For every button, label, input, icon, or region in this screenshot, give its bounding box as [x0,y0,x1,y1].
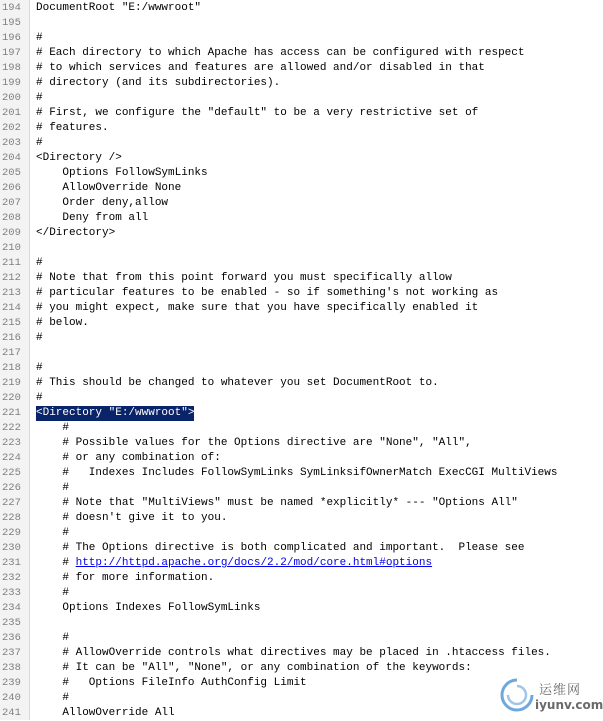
code-text[interactable]: Deny from all [36,212,149,224]
code-line[interactable] [0,271,595,286]
code-text[interactable]: # [36,527,70,539]
documentation-link[interactable]: http://httpd.apache.org/docs/2.2/mod/core.html#options [75,557,433,569]
code-line[interactable] [0,316,595,331]
code-text[interactable]: # Indexes Includes FollowSymLinks SymLinksifOwnerMatch ExecCGI MultiViews [36,467,558,479]
line-number: 217 [2,347,21,359]
code-line[interactable] [0,481,595,496]
line-number: 204 [2,152,21,164]
code-text[interactable]: # or any combination of: [36,452,221,464]
code-text[interactable] [36,556,432,571]
code-text[interactable]: # [36,32,43,44]
code-text[interactable]: # Each directory to which Apache has access can be configured with respect [36,47,525,59]
line-number: 237 [2,647,21,659]
code-line[interactable] [0,541,595,556]
code-text[interactable]: # Options FileInfo AuthConfig Limit [36,677,307,689]
code-line[interactable] [0,616,595,631]
code-line[interactable] [0,376,595,391]
code-text[interactable]: # [36,92,43,104]
line-number: 205 [2,167,21,179]
line-number: 223 [2,437,21,449]
code-text[interactable]: Options FollowSymLinks [36,167,208,179]
code-line[interactable] [0,421,595,436]
line-number: 203 [2,137,21,149]
line-number: 212 [2,272,21,284]
code-text[interactable]: AllowOverride None [36,182,182,194]
code-line[interactable] [0,91,595,106]
code-text[interactable]: # [36,692,70,704]
code-text[interactable]: # [36,257,43,269]
code-line[interactable] [0,61,595,76]
line-number: 239 [2,677,21,689]
code-line[interactable] [0,406,595,421]
code-text[interactable]: # [36,392,43,404]
line-number: 236 [2,632,21,644]
line-number: 233 [2,587,21,599]
code-text[interactable]: # to which services and features are allowed and/or disabled in that [36,62,485,74]
code-text[interactable]: AllowOverride All [36,707,175,719]
code-text[interactable]: # [36,632,70,644]
code-text[interactable]: # particular features to be enabled - so if something's not working as [36,287,499,299]
code-text[interactable]: </Directory> [36,227,116,239]
line-number: 228 [2,512,21,524]
code-text[interactable]: # you might expect, make sure that you have specifically enabled it [36,302,479,314]
line-number: 214 [2,302,21,314]
line-number: 194 [2,2,21,14]
code-line[interactable] [0,391,595,406]
line-number: 225 [2,467,21,479]
code-line[interactable] [0,631,595,646]
code-line[interactable] [0,451,595,466]
line-number: 202 [2,122,21,134]
code-text[interactable]: # doesn't give it to you. [36,512,228,524]
code-line[interactable] [0,121,595,136]
line-number: 219 [2,377,21,389]
line-number: 218 [2,362,21,374]
code-text[interactable]: DocumentRoot "E:/wwwroot" [36,2,202,14]
code-text[interactable]: # features. [36,122,109,134]
code-line[interactable] [0,76,595,91]
code-line[interactable] [0,226,595,241]
line-number: 216 [2,332,21,344]
code-line[interactable] [0,256,595,271]
watermark-logo-icon [498,676,536,714]
line-number: 235 [2,617,21,629]
code-text[interactable]: # This should be changed to whatever you set DocumentRoot to. [36,377,439,389]
line-number: 196 [2,32,21,44]
code-text[interactable]: # First, we configure the "default" to be a very restrictive set of [36,107,479,119]
code-line[interactable] [0,106,595,121]
line-number: 199 [2,77,21,89]
code-line[interactable] [0,346,595,361]
line-number: 240 [2,692,21,704]
line-number: 232 [2,572,21,584]
code-comment-prefix: # [36,557,76,569]
code-line[interactable] [0,601,595,616]
line-number: 208 [2,212,21,224]
code-text[interactable]: # directory (and its subdirectories). [36,77,281,89]
line-number: 224 [2,452,21,464]
code-line[interactable] [0,436,595,451]
line-number: 226 [2,482,21,494]
code-line[interactable] [0,511,595,526]
code-line[interactable] [0,211,595,226]
code-line[interactable] [0,331,595,346]
code-text[interactable]: # The Options directive is both complicated and important. Please see [36,542,525,554]
line-number: 209 [2,227,21,239]
code-line[interactable] [0,1,595,16]
line-number: 227 [2,497,21,509]
code-line[interactable] [0,151,595,166]
line-number: 238 [2,662,21,674]
watermark-cn-text: 运维网 [539,683,582,698]
line-number: 200 [2,92,21,104]
code-line[interactable] [0,46,595,61]
code-text[interactable]: # [36,332,43,344]
code-text[interactable]: # Note that "MultiViews" must be named *explicitly* --- "Options All" [36,497,518,509]
code-text[interactable]: # [36,482,70,494]
line-number: 198 [2,62,21,74]
line-number: 195 [2,17,21,29]
code-text[interactable]: # for more information. [36,572,215,584]
code-line[interactable] [0,466,595,481]
line-number: 213 [2,287,21,299]
code-line[interactable] [0,16,595,31]
code-text[interactable]: # [36,587,70,599]
code-text[interactable]: # [36,137,43,149]
line-number: 220 [2,392,21,404]
line-number: 197 [2,47,21,59]
line-number: 206 [2,182,21,194]
code-line[interactable] [0,166,595,181]
code-lines[interactable] [0,1,595,721]
line-number: 221 [2,407,21,419]
code-line[interactable] [0,526,595,541]
code-line[interactable] [0,361,595,376]
line-number: 211 [2,257,21,269]
code-text[interactable]: # AllowOverride controls what directives may be placed in .htaccess files. [36,647,551,659]
code-text[interactable]: <Directory /> [36,152,122,164]
code-line[interactable] [0,181,595,196]
code-line[interactable] [0,301,595,316]
code-text[interactable]: Order deny,allow [36,197,169,209]
code-text[interactable]: # Possible values for the Options directive are "None", "All", [36,437,472,449]
line-number: 230 [2,542,21,554]
code-line[interactable] [0,241,595,256]
code-text[interactable]: Options Indexes FollowSymLinks [36,602,261,614]
code-line[interactable] [0,496,595,511]
line-number: 231 [2,557,21,569]
line-number: 241 [2,707,21,719]
code-text[interactable]: # below. [36,317,89,329]
code-line[interactable] [0,586,595,601]
code-text[interactable]: # It can be "All", "None", or any combination of the keywords: [36,662,472,674]
code-line[interactable] [0,571,595,586]
line-number: 207 [2,197,21,209]
selected-code-text[interactable]: <Directory "E:/wwwroot"> [36,407,195,419]
line-number: 229 [2,527,21,539]
line-number: 234 [2,602,21,614]
code-line[interactable] [0,556,595,571]
line-number: 210 [2,242,21,254]
code-text[interactable]: # [36,422,70,434]
line-number: 222 [2,422,21,434]
code-line[interactable] [0,286,595,301]
code-line[interactable] [0,31,595,46]
code-line[interactable] [0,646,595,661]
line-number: 201 [2,107,21,119]
code-line[interactable] [0,196,595,211]
code-text[interactable]: # Note that from this point forward you must specifically allow [36,272,452,284]
line-number: 215 [2,317,21,329]
watermark [495,674,603,720]
watermark-en-text: iyunv.com [535,698,603,712]
code-text[interactable]: # [36,362,43,374]
code-line[interactable] [0,136,595,151]
